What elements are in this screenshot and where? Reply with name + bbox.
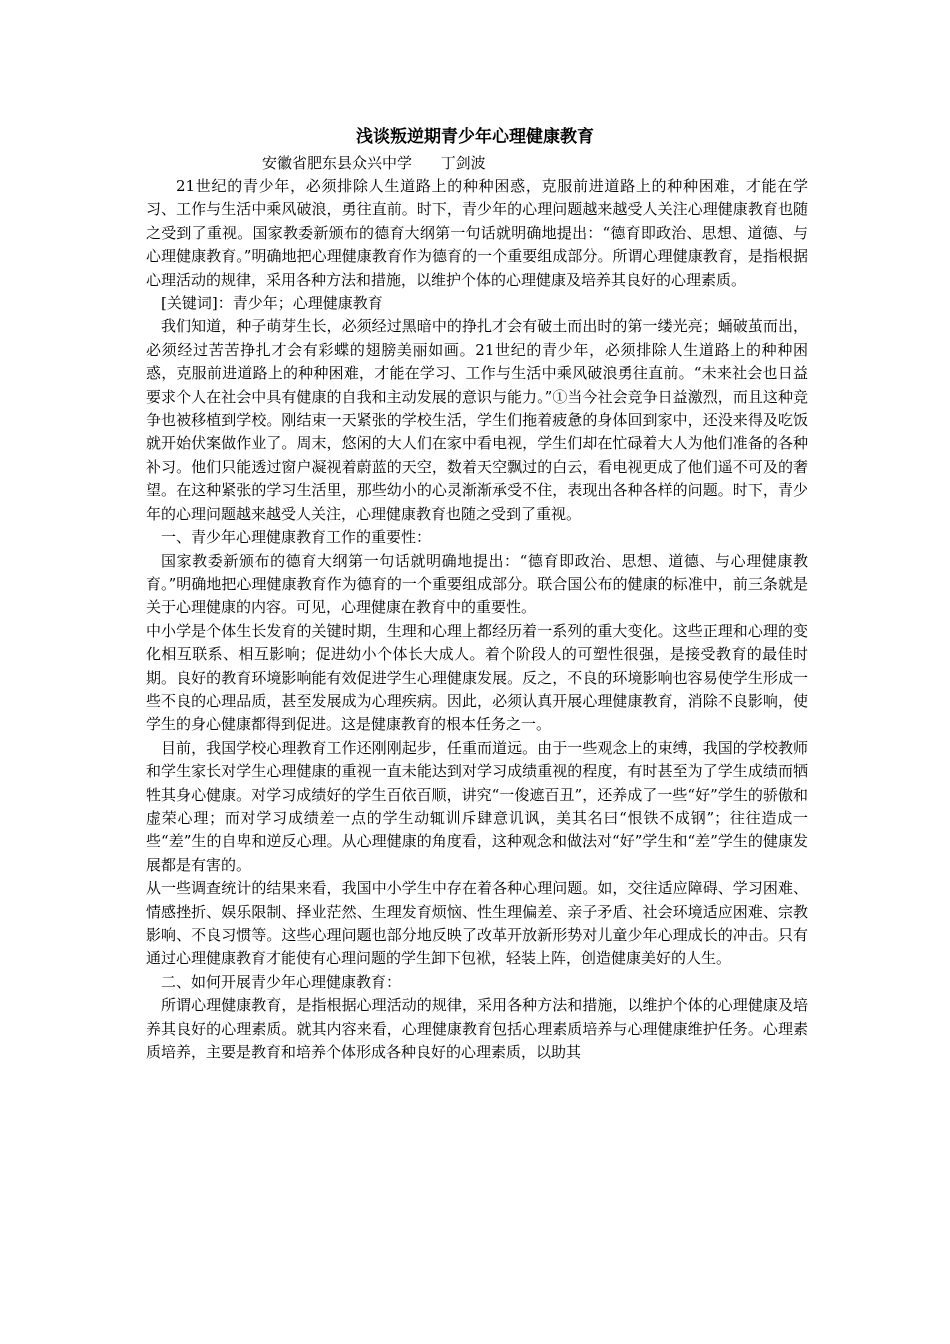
body-paragraph: 国家教委新颁布的德育大纲第一句话就明确地提出：“德育即政治、思想、道德、与心理健康教育。”明确地把心理健康教育作为德育的一个重要组成部分。联合国公布的健康的标准中，前三条就是关于心理健康的内容。可见，心理健康在教育中的重要性。: [146, 551, 808, 617]
section-heading-2: 二、如何开展青少年心理健康教育：: [161, 972, 402, 991]
document-body: [146, 175, 808, 1064]
author-byline: 安徽省肥东县众兴中学 丁剑波: [262, 154, 486, 172]
body-paragraph: 从一些调查统计的结果来看，我国中小学生中存在着各种心理问题。如，交往适应障碍、学习困难、情感挫折、娱乐限制、择业茫然、生理发育烦恼、性生理偏差、亲子矛盾、社会环境适应困难、宗教影响、不良习惯等。这些心理问题也部分地反映了改革开放新形势对儿童少年心理成长的冲击。只有通过心理健康教育才能使有心理问题的学生卸下包袱，轻装上阵，创造健康美好的人生。: [146, 879, 808, 968]
body-paragraph: 目前，我国学校心理教育工作还刚刚起步，任重而道远。由于一些观念上的束缚，我国的学校教师和学生家长对学生心理健康的重视一直未能达到对学习成绩重视的程度，有时甚至为了学生成绩而牺牲其身心健康。对学习成绩好的学生百依百顺，讲究“一俊遮百丑”，还养成了一些“好”学生的骄傲和虚荣心理；而对学习成绩差一点的学生动辄训斥肆意讥讽，美其名曰“恨铁不成钢”；往往造成一些“差”生的自卑和逆反心理。从心理健康的角度看，这种观念和做法对“好”学生和“差”学生的健康发展都是有害的。: [146, 738, 808, 874]
document-title: 浅谈叛逆期青少年心理健康教育: [356, 127, 594, 147]
section-heading-1: 一、青少年心理健康教育工作的重要性：: [161, 528, 432, 547]
body-paragraph: 中小学是个体生长发育的关键时期，生理和心理上都经历着一系列的重大变化。这些正理和心理的变化相互联系、相互影响；促进幼小个体长大成人。着个阶段人的可塑性很强，是接受教育的最佳时期。良好的教育环境影响能有效促进学生心理健康发展。反之，不良的环境影响也容易使学生形成一些不良的心理品质，甚至发展成为心理疾病。因此，必须认真开展心理健康教育，消除不良影响，使学生的身心健康都得到促进。这是健康教育的根本任务之一。: [146, 621, 808, 734]
body-paragraph: 我们知道，种子萌芽生长，必须经过黑暗中的挣扎才会有破土而出时的第一缕光亮；蛹破茧而出，必须经过苦苦挣扎才会有彩蝶的翅膀美丽如画。21世纪的青少年，必须排除人生道路上的种种困惑，克服前进道路上的种种困难，才能在学习、工作与生活中乘风破浪勇往直前。“未来社会也日益要求个人在社会中具有健康的自我和主动发展的意识与能力。”①当今社会竞争日益激烈，而且这种竞争也被移植到学校。刚结束一天紧张的学校生活，学生们拖着疲惫的身体回到家中，还没来得及吃饭就开始伏案做作业了。周末，悠闲的大人们在家中看电视，学生们却在忙碌着大人为他们准备的各种补习。他们只能透过窗户凝视着蔚蓝的天空，数着天空飘过的白云，看电视更成了他们遥不可及的奢望。在这种紧张的学习生活里，那些幼小的心灵渐渐承受不住，表现出各种各样的问题。时下，青少年的心理问题越来越受人关注，心理健康教育也随之受到了重视。: [146, 317, 808, 523]
abstract-paragraph: 21世纪的青少年，必须排除人生道路上的种种困惑，克服前进道路上的种种困难，才能在学习、工作与生活中乘风破浪，勇往直前。时下，青少年的心理问题越来越受人关注心理健康教育也随之受到了重视。国家教委新颁布的德育大纲第一句话就明确地提出：“德育即政治、思想、道德、与心理健康教育。”明确地把心理健康教育作为德育的一个重要组成部分。所谓心理健康教育，是指根据心理活动的规律，采用各种方法和措施，以维护个体的心理健康及培养其良好的心理素质。: [146, 177, 808, 289]
body-paragraph: 所谓心理健康教育，是指根据心理活动的规律，采用各种方法和措施，以维护个体的心理健康及培养其良好的心理素质。就其内容来看，心理健康教育包括心理素质培养与心理健康维护任务。心理素质培养，主要是教育和培养个体形成各种良好的心理素质，以助其: [146, 996, 808, 1062]
keywords-line: [关键词]：青少年；心理健康教育: [161, 294, 383, 313]
